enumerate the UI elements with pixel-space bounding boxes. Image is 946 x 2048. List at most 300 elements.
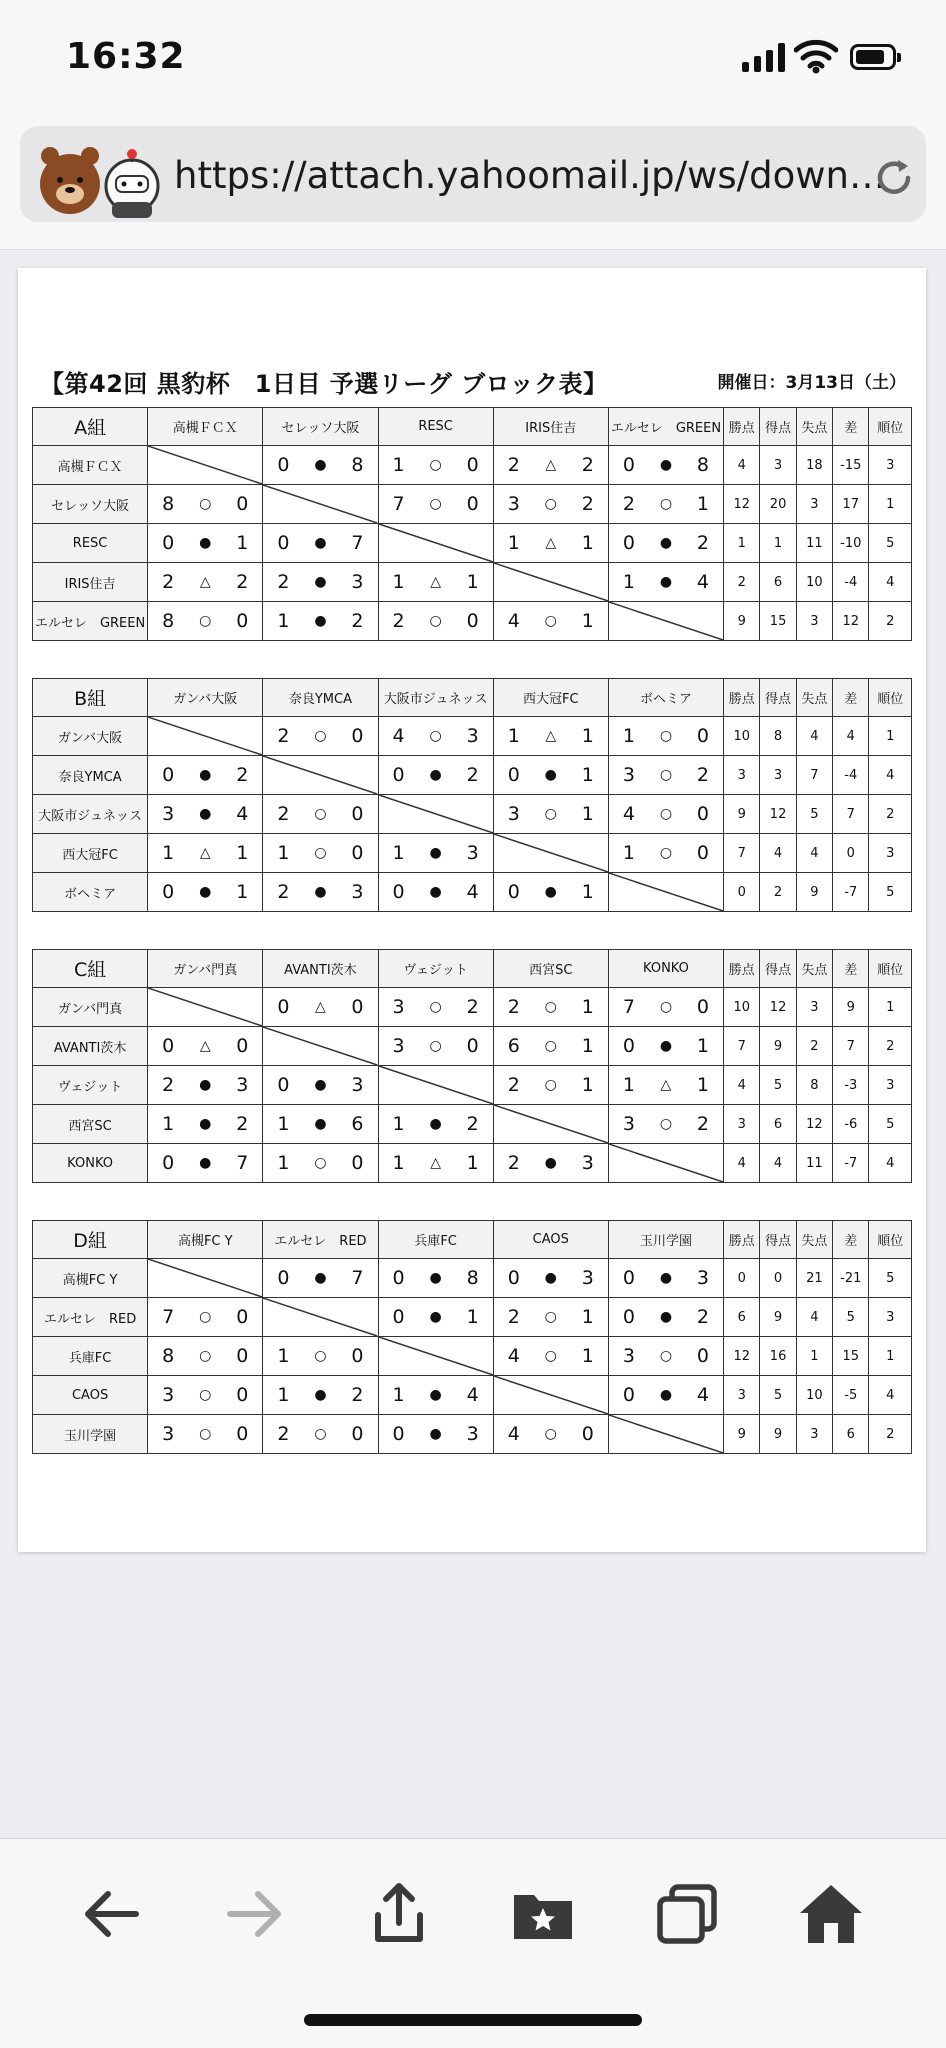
match-result-cell	[608, 1066, 723, 1105]
stat-value: 0	[833, 834, 869, 873]
row-team-label: ボヘミア	[33, 873, 148, 912]
score-home: 1	[392, 1384, 405, 1406]
score-home: 3	[622, 1345, 635, 1367]
result-mark: ●	[199, 535, 212, 551]
stat-header: 順位	[869, 950, 912, 988]
stat-value: 9	[760, 1027, 796, 1066]
match-result-cell	[378, 717, 493, 756]
result-mark: ○	[429, 728, 442, 744]
match-result-cell	[263, 1337, 378, 1376]
score-away: 0	[466, 1035, 479, 1057]
result-mark: ●	[314, 613, 327, 629]
score-away: 7	[351, 1267, 364, 1289]
match-result-cell	[378, 563, 493, 602]
result-mark: ●	[429, 767, 442, 783]
row-team-label: ガンバ門真	[33, 988, 148, 1027]
stat-value: 12	[796, 1105, 832, 1144]
cellular-signal-icon	[742, 42, 785, 72]
score-away: 2	[236, 764, 249, 786]
score-away: 8	[466, 1267, 479, 1289]
result-mark: ●	[544, 884, 557, 900]
row-team-label: 大阪市ジュネッス	[33, 795, 148, 834]
result-mark: ○	[199, 1426, 212, 1442]
diagonal-line	[494, 834, 608, 872]
stat-value: 3	[796, 1415, 832, 1454]
row-team-label: 西大冠FC	[33, 834, 148, 873]
match-result-cell	[263, 1105, 378, 1144]
match-result-cell	[493, 756, 608, 795]
match-result-cell	[378, 756, 493, 795]
result-mark: ●	[429, 845, 442, 861]
diagonal-line	[379, 795, 493, 833]
score-away: 1	[581, 532, 594, 554]
stat-value: 4	[869, 1144, 912, 1183]
match-result-cell	[378, 1105, 493, 1144]
match-result-cell	[493, 1298, 608, 1337]
result-mark: ○	[544, 613, 557, 629]
column-team-header: IRIS住吉	[493, 408, 608, 446]
document-title: 【第42回 黒豹杯 1日目 予選リーグ ブロック表】	[40, 370, 608, 398]
self-match-cell	[493, 1376, 608, 1415]
group-label: D組	[33, 1221, 148, 1259]
score-away: 2	[696, 532, 710, 554]
match-result-cell	[263, 524, 378, 563]
home-indicator[interactable]	[304, 2014, 642, 2026]
score-home: 0	[622, 1267, 635, 1289]
stat-value: 4	[760, 1144, 796, 1183]
result-mark: ○	[544, 496, 557, 512]
stat-value: 3	[869, 834, 912, 873]
result-mark: ○	[199, 1348, 212, 1364]
stat-value: 10	[724, 717, 760, 756]
match-result-cell	[608, 834, 723, 873]
home-icon[interactable]	[796, 1879, 866, 1949]
column-team-header: エルセレ RED	[263, 1221, 378, 1259]
self-match-cell	[378, 795, 493, 834]
match-result-cell	[608, 485, 723, 524]
group-label: B組	[33, 679, 148, 717]
score-home: 1	[277, 1345, 290, 1367]
match-result-cell	[608, 1298, 723, 1337]
score-home: 2	[507, 1074, 520, 1096]
stat-value: 3	[760, 446, 796, 485]
tabs-icon[interactable]	[652, 1879, 722, 1949]
score-home: 1	[622, 842, 635, 864]
diagonal-line	[609, 602, 723, 640]
result-mark: ○	[544, 1348, 557, 1364]
match-result-cell	[493, 602, 608, 641]
block-header-row	[33, 679, 912, 717]
stat-value: 3	[796, 485, 832, 524]
score-away: 1	[581, 1306, 594, 1328]
stat-value: 10	[796, 563, 832, 602]
match-result-cell	[263, 795, 378, 834]
score-away: 0	[236, 1035, 249, 1057]
stat-header: 勝点	[724, 1221, 760, 1259]
stat-value: 17	[833, 485, 869, 524]
match-result-cell	[608, 563, 723, 602]
score-home: 7	[392, 493, 405, 515]
stat-value: 5	[760, 1376, 796, 1415]
result-mark: ○	[429, 999, 442, 1015]
match-result-cell	[493, 717, 608, 756]
match-result-cell	[263, 834, 378, 873]
stat-value: 0	[760, 1259, 796, 1298]
match-result-cell	[148, 1298, 263, 1337]
self-match-cell	[148, 1259, 263, 1298]
stat-value: 12	[833, 602, 869, 641]
stat-value: 1	[869, 1337, 912, 1376]
score-away: 2	[466, 996, 479, 1018]
score-away: 0	[466, 454, 479, 476]
score-away: 0	[351, 803, 364, 825]
score-away: 3	[466, 1423, 479, 1445]
result-mark: ○	[659, 806, 673, 822]
score-away: 0	[696, 803, 710, 825]
stat-header: 得点	[760, 950, 796, 988]
stat-header: 失点	[796, 408, 832, 446]
score-home: 0	[162, 1035, 175, 1057]
back-arrow-icon[interactable]	[76, 1879, 146, 1949]
stat-value: -4	[833, 563, 869, 602]
stat-value: -15	[833, 446, 869, 485]
score-home: 1	[277, 1384, 290, 1406]
stat-value: 18	[796, 446, 832, 485]
match-result-cell	[493, 524, 608, 563]
stat-value: 4	[724, 1066, 760, 1105]
self-match-cell	[148, 446, 263, 485]
score-away: 1	[696, 1074, 710, 1096]
match-result-cell	[378, 834, 493, 873]
result-mark: ○	[199, 496, 212, 512]
result-mark: ●	[429, 1116, 442, 1132]
stat-value: 11	[796, 524, 832, 563]
stat-value: 4	[869, 1376, 912, 1415]
result-mark: ○	[659, 845, 673, 861]
result-mark: ●	[429, 1426, 442, 1442]
result-mark: ○	[199, 1309, 212, 1325]
stat-header: 得点	[760, 679, 796, 717]
bookmark-folder-icon[interactable]	[508, 1879, 578, 1949]
result-mark: ●	[199, 806, 212, 822]
match-result-cell	[378, 1298, 493, 1337]
stat-value: 12	[760, 988, 796, 1027]
result-mark: ○	[544, 1309, 557, 1325]
match-result-cell	[148, 485, 263, 524]
score-away: 2	[696, 1113, 710, 1135]
stat-value: 20	[760, 485, 796, 524]
match-result-cell	[608, 1027, 723, 1066]
share-icon[interactable]	[364, 1879, 434, 1949]
match-result-cell	[148, 1337, 263, 1376]
reload-icon[interactable]	[872, 156, 916, 200]
match-result-cell	[263, 1066, 378, 1105]
table-row	[33, 834, 912, 873]
stat-value: 2	[869, 602, 912, 641]
score-away: 6	[351, 1113, 364, 1135]
score-home: 6	[507, 1035, 520, 1057]
result-mark: ●	[199, 884, 212, 900]
score-home: 0	[622, 1306, 635, 1328]
match-result-cell	[608, 524, 723, 563]
match-result-cell	[608, 795, 723, 834]
score-home: 2	[622, 493, 635, 515]
result-mark: ○	[544, 806, 557, 822]
stat-header: 勝点	[724, 950, 760, 988]
score-home: 2	[162, 1074, 175, 1096]
result-mark: ●	[314, 457, 327, 473]
stat-header: 得点	[760, 1221, 796, 1259]
diagonal-line	[609, 1144, 723, 1182]
match-result-cell	[263, 873, 378, 912]
table-row	[33, 1337, 912, 1376]
stat-header: 順位	[869, 679, 912, 717]
match-result-cell	[263, 1259, 378, 1298]
score-home: 0	[507, 881, 520, 903]
stat-value: 4	[724, 446, 760, 485]
stat-value: 5	[869, 873, 912, 912]
stat-value: 9	[724, 795, 760, 834]
score-away: 4	[466, 1384, 479, 1406]
score-away: 3	[351, 571, 364, 593]
stat-value: 7	[724, 1027, 760, 1066]
row-team-label: 奈良YMCA	[33, 756, 148, 795]
column-team-header: ガンバ門真	[148, 950, 263, 988]
stat-value: 3	[869, 446, 912, 485]
diagonal-line	[148, 446, 262, 484]
table-row	[33, 602, 912, 641]
self-match-cell	[263, 1027, 378, 1066]
score-home: 3	[162, 1423, 175, 1445]
stat-value: 4	[796, 1298, 832, 1337]
self-match-cell	[263, 1298, 378, 1337]
result-mark: ○	[659, 1116, 673, 1132]
score-away: 2	[466, 1113, 479, 1135]
score-home: 3	[622, 764, 635, 786]
score-home: 2	[507, 1152, 520, 1174]
result-mark: ○	[659, 999, 673, 1015]
match-result-cell	[493, 1144, 608, 1183]
diagonal-line	[609, 1415, 723, 1453]
score-home: 0	[392, 881, 405, 903]
score-away: 3	[466, 725, 479, 747]
url-text: https://attach.yahoomail.jp/ws/down…	[174, 154, 886, 197]
match-result-cell	[263, 1415, 378, 1454]
table-row	[33, 1105, 912, 1144]
score-home: 0	[277, 454, 290, 476]
score-away: 0	[351, 1423, 364, 1445]
result-mark: ●	[659, 1270, 673, 1286]
score-home: 1	[392, 1113, 405, 1135]
stat-value: 8	[796, 1066, 832, 1105]
table-row	[33, 1298, 912, 1337]
result-mark: ●	[429, 884, 442, 900]
stat-value: 1	[724, 524, 760, 563]
score-home: 7	[622, 996, 635, 1018]
match-result-cell	[263, 1144, 378, 1183]
score-home: 1	[392, 1152, 405, 1174]
score-home: 4	[392, 725, 405, 747]
match-result-cell	[378, 988, 493, 1027]
address-bar[interactable]	[20, 126, 926, 222]
stat-value: 12	[760, 795, 796, 834]
table-row	[33, 1027, 912, 1066]
score-away: 0	[351, 1345, 364, 1367]
stat-value: 1	[869, 485, 912, 524]
stat-value: 3	[869, 1066, 912, 1105]
row-team-label: ガンバ大阪	[33, 717, 148, 756]
match-result-cell	[378, 1259, 493, 1298]
score-home: 0	[277, 532, 290, 554]
score-away: 3	[581, 1267, 594, 1289]
stat-header: 差	[833, 950, 869, 988]
result-mark: ○	[429, 457, 442, 473]
result-mark: △	[199, 1038, 211, 1054]
wifi-icon	[794, 38, 838, 74]
table-row	[33, 1376, 912, 1415]
table-row	[33, 795, 912, 834]
score-away: 0	[466, 493, 479, 515]
stat-value: 3	[724, 756, 760, 795]
stat-header: 順位	[869, 1221, 912, 1259]
block-header-row	[33, 408, 912, 446]
match-result-cell	[378, 1144, 493, 1183]
stat-header: 失点	[796, 1221, 832, 1259]
stat-value: 1	[869, 988, 912, 1027]
group-label: A組	[33, 408, 148, 446]
score-home: 3	[507, 803, 520, 825]
result-mark: ●	[659, 457, 673, 473]
row-team-label: KONKO	[33, 1144, 148, 1183]
stat-header: 差	[833, 679, 869, 717]
self-match-cell	[378, 1066, 493, 1105]
score-away: 2	[696, 1306, 710, 1328]
stat-value: 7	[796, 756, 832, 795]
match-result-cell	[608, 756, 723, 795]
score-away: 3	[696, 1267, 710, 1289]
score-away: 8	[351, 454, 364, 476]
match-result-cell	[493, 1337, 608, 1376]
stat-value: 3	[796, 602, 832, 641]
score-home: 2	[507, 454, 520, 476]
score-home: 2	[162, 571, 175, 593]
score-away: 1	[466, 571, 479, 593]
score-home: 1	[277, 1113, 290, 1135]
score-away: 8	[696, 454, 710, 476]
result-mark: ●	[199, 767, 212, 783]
self-match-cell	[608, 1415, 723, 1454]
score-away: 1	[581, 881, 594, 903]
result-mark: ○	[314, 1155, 327, 1171]
score-home: 3	[392, 1035, 405, 1057]
stat-value: 6	[760, 1105, 796, 1144]
score-home: 3	[162, 803, 175, 825]
table-row	[33, 873, 912, 912]
stat-value: 6	[833, 1415, 869, 1454]
row-team-label: RESC	[33, 524, 148, 563]
score-away: 4	[696, 1384, 710, 1406]
result-mark: ●	[199, 1077, 212, 1093]
stat-value: 5	[796, 795, 832, 834]
score-home: 0	[392, 764, 405, 786]
stat-value: 1	[760, 524, 796, 563]
column-team-header: ガンバ大阪	[148, 679, 263, 717]
stat-header: 失点	[796, 950, 832, 988]
row-team-label: エルセレ GREEN	[33, 602, 148, 641]
match-result-cell	[148, 524, 263, 563]
result-mark: ○	[429, 613, 442, 629]
self-match-cell	[378, 524, 493, 563]
stat-value: -3	[833, 1066, 869, 1105]
stat-value: 10	[796, 1376, 832, 1415]
diagonal-line	[263, 1027, 377, 1065]
score-home: 0	[392, 1306, 405, 1328]
browser-address-area	[0, 118, 946, 250]
stat-header: 勝点	[724, 408, 760, 446]
score-away: 2	[466, 764, 479, 786]
diagonal-line	[148, 988, 262, 1026]
self-match-cell	[493, 834, 608, 873]
score-away: 0	[696, 842, 710, 864]
match-result-cell	[493, 873, 608, 912]
match-result-cell	[493, 485, 608, 524]
stat-value: 4	[724, 1144, 760, 1183]
match-result-cell	[608, 1259, 723, 1298]
result-mark: ○	[314, 845, 327, 861]
stat-value: 0	[724, 1259, 760, 1298]
forward-arrow-icon[interactable]	[220, 1879, 290, 1949]
stat-header: 得点	[760, 408, 796, 446]
diagonal-line	[148, 1259, 262, 1297]
column-team-header: セレッソ大阪	[263, 408, 378, 446]
score-home: 1	[162, 842, 175, 864]
stat-value: 9	[796, 873, 832, 912]
score-home: 1	[277, 842, 290, 864]
self-match-cell	[263, 756, 378, 795]
match-result-cell	[493, 988, 608, 1027]
score-away: 2	[351, 610, 364, 632]
score-home: 0	[277, 1074, 290, 1096]
score-away: 0	[696, 725, 710, 747]
stat-header: 順位	[869, 408, 912, 446]
stat-value: 15	[760, 602, 796, 641]
match-result-cell	[493, 1027, 608, 1066]
column-team-header: 玉川学園	[608, 1221, 723, 1259]
diagonal-line	[263, 485, 377, 523]
score-home: 0	[277, 1267, 290, 1289]
score-away: 0	[236, 1306, 249, 1328]
match-result-cell	[608, 717, 723, 756]
score-home: 3	[622, 1113, 635, 1135]
self-match-cell	[608, 873, 723, 912]
match-result-cell	[493, 1259, 608, 1298]
score-away: 1	[236, 532, 249, 554]
match-result-cell	[263, 563, 378, 602]
match-result-cell	[148, 1066, 263, 1105]
score-home: 0	[507, 764, 520, 786]
result-mark: ○	[314, 806, 327, 822]
result-mark: ●	[199, 1116, 212, 1132]
result-mark: △	[199, 574, 211, 590]
stat-value: 11	[796, 1144, 832, 1183]
stat-value: 5	[760, 1066, 796, 1105]
result-mark: △	[545, 535, 557, 551]
match-result-cell	[608, 1376, 723, 1415]
self-match-cell	[263, 485, 378, 524]
result-mark: ●	[314, 574, 327, 590]
match-result-cell	[378, 485, 493, 524]
table-row	[33, 524, 912, 563]
